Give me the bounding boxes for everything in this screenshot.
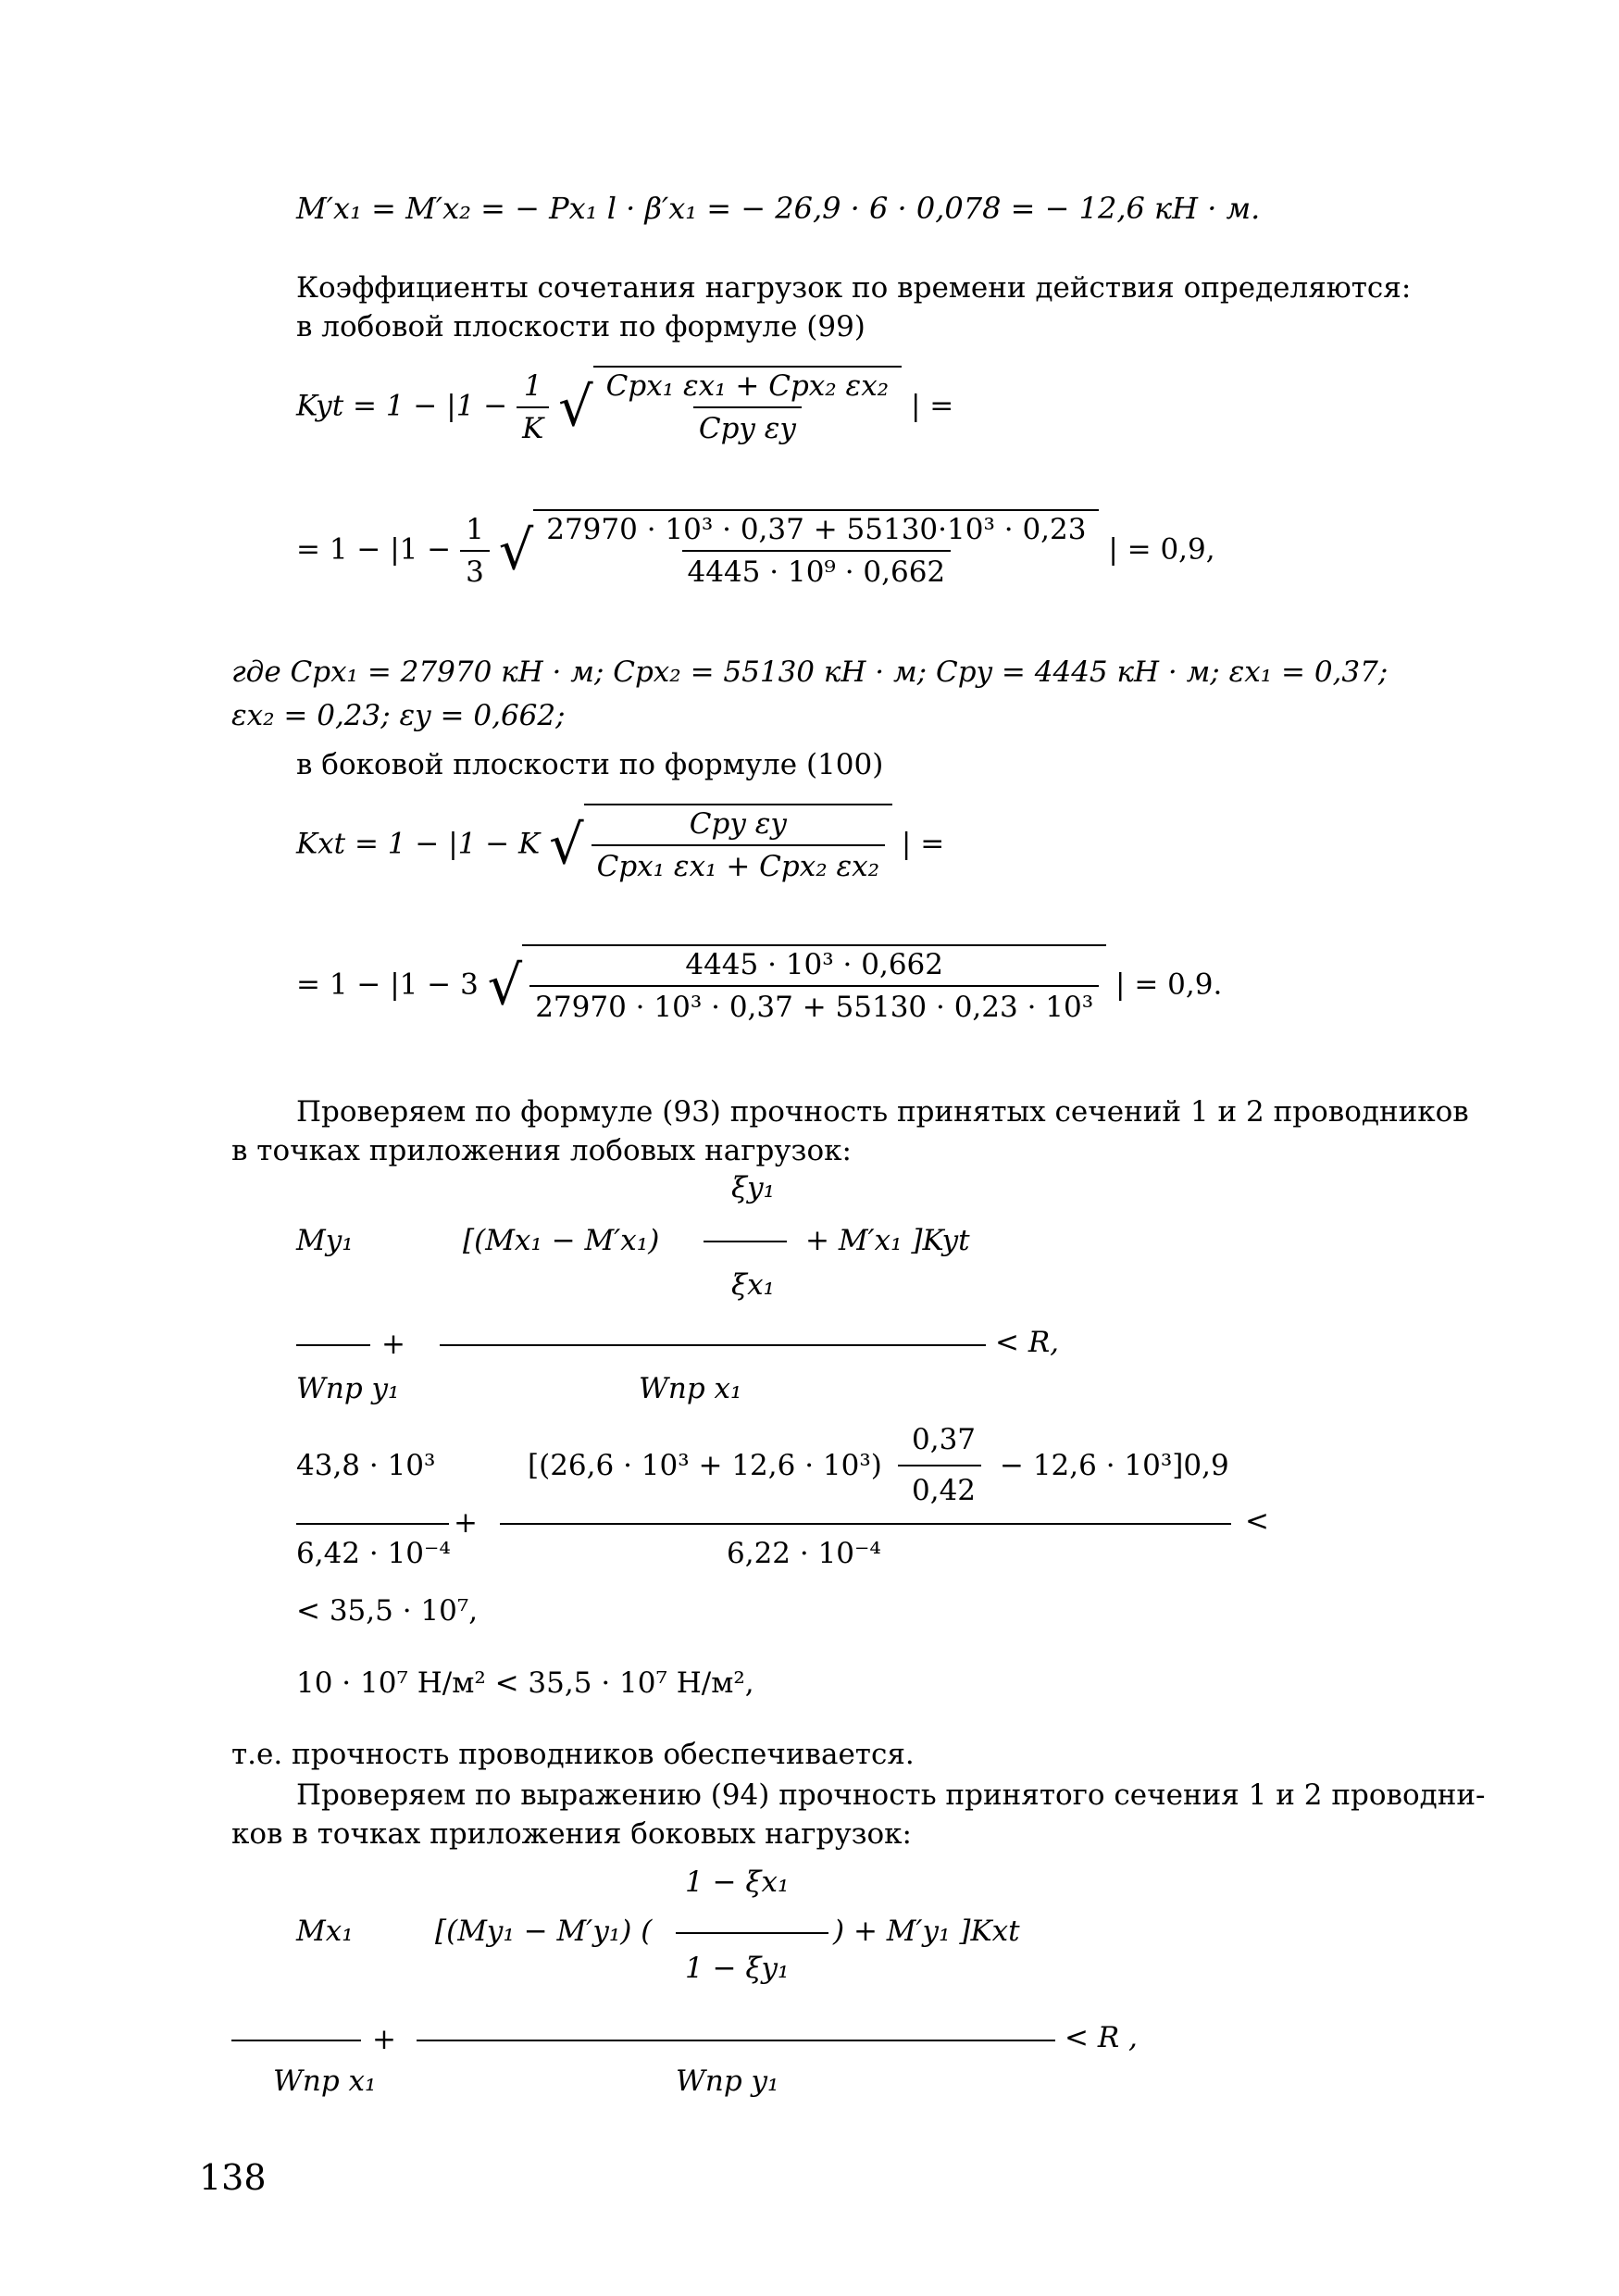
- ineq1-xi-x1: ξx₁: [731, 1268, 775, 1302]
- kxt-radicand-numerator: Cpy εy: [689, 807, 787, 841]
- ineq2-relation: < R ,: [1065, 2021, 1138, 2054]
- kyt-k-numerator: 1: [523, 369, 542, 403]
- ineq1n-f-fraction-bar: [898, 1465, 981, 1466]
- radical-sign: √: [549, 812, 584, 877]
- kyt-num-head: = 1 − |1 −: [296, 532, 452, 567]
- ineq1-b-fraction-bar: [440, 1344, 986, 1346]
- kyt-radicand: [593, 366, 902, 445]
- ineq1n-b-numerator-right: − 12,6 · 10³]0,9: [1000, 1449, 1229, 1482]
- intro-paragraph-line-2: в лобовой плоскости по формуле (99): [296, 310, 866, 343]
- ineq1n-b-fraction-bar: [500, 1523, 1231, 1525]
- where-line-1: где Cpx₁ = 27970 кН · м; Cpx₂ = 55130 кН · м; Cpy = 4445 кН · м; εx₁ = 0,37;: [231, 655, 1389, 689]
- conclusion-text: т.е. прочность проводников обеспечивается.: [231, 1738, 915, 1771]
- ineq1n-b-numerator-left: [(26,6 · 10³ + 12,6 · 10³): [528, 1449, 882, 1482]
- ineq2-a-fraction-bar: [231, 2040, 361, 2041]
- kxt-head: = 1 − |1 − K: [354, 827, 541, 861]
- limit-line: < 35,5 · 10⁷,: [296, 1594, 479, 1628]
- ineq1-plus: +: [381, 1328, 405, 1361]
- kyt-lhs: Kyt: [296, 389, 344, 423]
- kxt-num-head: = 1 − |1 − 3: [296, 967, 479, 1002]
- kxt-radicand-denominator: Cpx₁ εx₁ + Cpx₂ εx₂: [592, 844, 885, 883]
- kyt-num-radicand-denominator: 4445 · 10⁹ · 0,662: [682, 550, 952, 589]
- radical-sign: √: [498, 518, 534, 582]
- kyt-num-radicand-numerator: 27970 · 10³ · 0,37 + 55130·10³ · 0,23: [546, 513, 1087, 546]
- kxt-num-radicand: [522, 944, 1106, 1024]
- kxt-tail: | =: [901, 827, 945, 861]
- check2-line-1: Проверяем по выражению (94) прочность принятого сечения 1 и 2 проводни-: [296, 1778, 1486, 1812]
- ineq2-b-denominator: Wпр y₁: [676, 2065, 779, 2098]
- ineq1-xi-fraction-bar: [704, 1241, 787, 1242]
- check1-line-2: в точках приложения лобовых нагрузок:: [231, 1134, 852, 1167]
- ineq1-b-numerator-right: + M′x₁ ]Kyt: [805, 1224, 970, 1257]
- ineq2-inner-fraction-bar: [676, 1932, 828, 1934]
- kyt-head: = 1 − |1 −: [353, 389, 508, 423]
- kyt-num-fraction-denominator: 3: [460, 550, 490, 589]
- kxt-radicand: [584, 804, 892, 883]
- ineq1-relation: < R,: [995, 1326, 1060, 1359]
- side-plane-text: в боковой плоскости по формуле (100): [296, 748, 884, 781]
- intro-paragraph-line-1: Коэффициенты сочетания нагрузок по времени действия определяются:: [296, 271, 1412, 305]
- ineq1n-relation: <: [1245, 1504, 1269, 1538]
- kxt-num-radicand-numerator: 4445 · 10³ · 0,662: [685, 948, 943, 981]
- kxt-num-radicand-denominator: 27970 · 10³ · 0,37 + 55130 · 0,23 · 10³: [529, 985, 1099, 1024]
- kyt-formula: [296, 366, 953, 445]
- result-line: 10 · 10⁷ Н/м² < 35,5 · 10⁷ Н/м²,: [296, 1666, 754, 1700]
- ineq2-b-numerator-right: ) + M′y₁ ]Kxt: [833, 1915, 1020, 1948]
- ineq2-top: 1 − ξx₁: [685, 1866, 790, 1899]
- kyt-k-denominator: K: [517, 406, 549, 445]
- check2-line-2: ков в точках приложения боковых нагрузок:: [231, 1817, 912, 1851]
- kyt-tail: | =: [910, 389, 954, 423]
- ineq1n-f-numerator: 0,37: [912, 1423, 977, 1456]
- ineq2-bottom: 1 − ξy₁: [685, 1952, 790, 1985]
- kyt-numeric-formula: [296, 509, 1215, 589]
- kyt-num-tail: | = 0,9,: [1108, 532, 1215, 567]
- kyt-num-fraction: [460, 513, 490, 589]
- check1-line-1: Проверяем по формуле (93) прочность принятых сечений 1 и 2 проводников: [296, 1095, 1469, 1129]
- radical-sign: √: [487, 953, 523, 1017]
- page-number: 138: [199, 2157, 267, 2198]
- ineq1-b-denominator: Wпр x₁: [639, 1372, 742, 1405]
- ineq1-a-denominator: Wпр y₁: [296, 1372, 400, 1405]
- kyt-num-radicand: [533, 509, 1099, 589]
- ineq2-a-denominator: Wпр x₁: [273, 2065, 377, 2098]
- kyt-k-fraction: [517, 369, 549, 445]
- ineq2-plus: +: [372, 2023, 396, 2056]
- ineq2-a-numerator: Mx₁: [296, 1915, 354, 1948]
- kxt-formula: [296, 804, 944, 883]
- where-line-2: εx₂ = 0,23; εy = 0,662;: [231, 699, 566, 732]
- ineq1-b-numerator-left: [(Mx₁ − M′x₁): [463, 1224, 660, 1257]
- ineq1n-plus: +: [454, 1506, 478, 1540]
- kxt-lhs: Kxt: [296, 827, 346, 861]
- ineq1-a-numerator: My₁: [296, 1224, 354, 1257]
- ineq2-b-numerator-left: [(My₁ − M′y₁) (: [435, 1915, 653, 1948]
- ineq1n-f-denominator: 0,42: [912, 1474, 977, 1507]
- kxt-numeric-formula: [296, 944, 1222, 1024]
- ineq1-xi-y1: ξy₁: [731, 1171, 776, 1204]
- kyt-radicand-denominator: Cpy εy: [693, 406, 802, 445]
- ineq1n-b-denominator: 6,22 · 10⁻⁴: [727, 1537, 881, 1570]
- radical-sign: √: [558, 374, 593, 439]
- ineq1n-a-denominator: 6,42 · 10⁻⁴: [296, 1537, 451, 1570]
- kyt-radicand-numerator: Cpx₁ εx₁ + Cpx₂ εx₂: [605, 369, 890, 403]
- ineq1-a-fraction-bar: [296, 1344, 370, 1346]
- ineq2-b-fraction-bar: [417, 2040, 1055, 2041]
- ineq1n-a-fraction-bar: [296, 1523, 449, 1525]
- moment-equation: M′x₁ = M′x₂ = − Px₁ l · β′x₁ = − 26,9 · 6 · 0,078 = − 12,6 кН · м.: [296, 191, 1261, 226]
- kyt-num-fraction-numerator: 1: [466, 513, 484, 546]
- ineq1n-a-numerator: 43,8 · 10³: [296, 1449, 436, 1482]
- kxt-num-tail: | = 0,9.: [1115, 967, 1223, 1002]
